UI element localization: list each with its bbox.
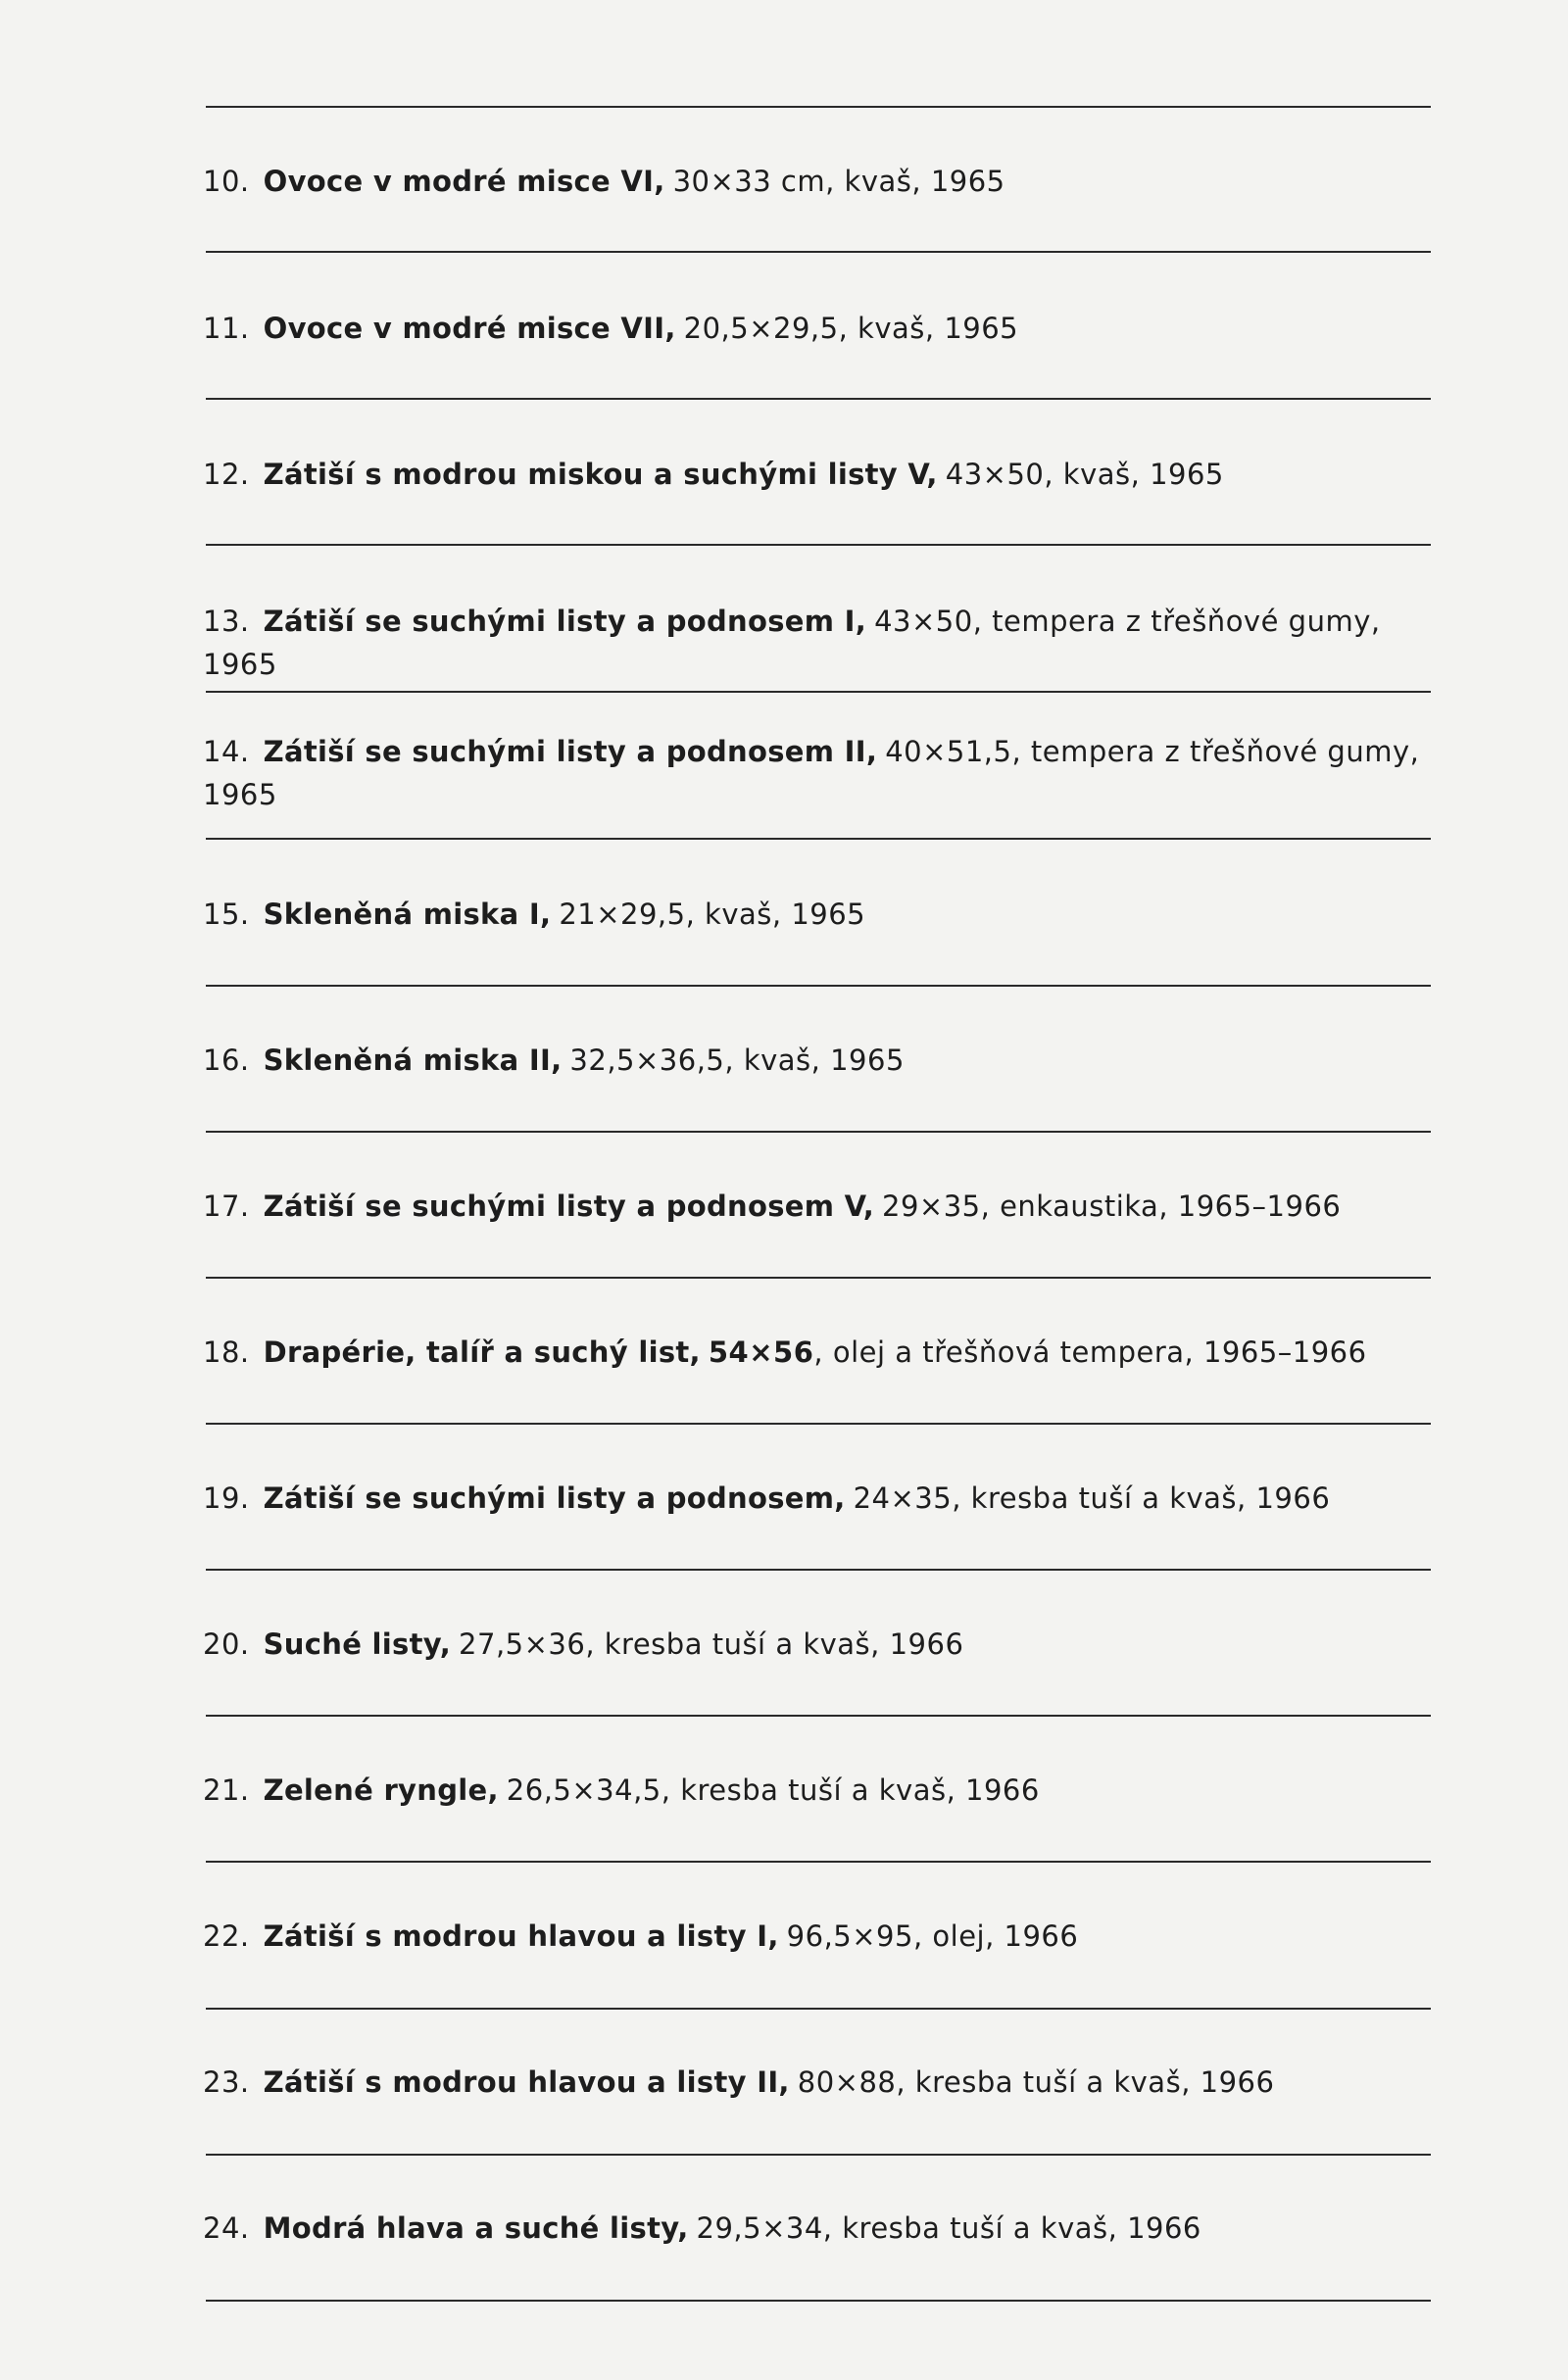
catalogue-entry-17: 17. Zátiší se suchými listy a podnosem V , 29×35, enkaustika, 1965–1966 <box>203 1185 1438 1228</box>
entry-dimensions: 54×56 <box>708 1336 814 1369</box>
divider <box>206 1569 1431 1571</box>
entry-number: 11. <box>203 312 250 345</box>
entry-medium: olej <box>932 1919 986 1953</box>
catalogue-entry-18: 18. Drapérie, talíř a suchý list , 54×56, olej a třešňová tempera, 1965–1966 <box>203 1331 1438 1374</box>
entry-title: Zelené ryngle , <box>264 1773 499 1807</box>
entry-dimensions: 96,5×95 <box>786 1919 913 1953</box>
divider <box>206 2300 1431 2302</box>
entry-title: Skleněná miska I , <box>264 898 552 931</box>
entry-number: 13. <box>203 605 250 638</box>
entry-dimensions: 43×50 <box>945 458 1045 491</box>
divider <box>206 544 1431 546</box>
entry-year: 1966 <box>1127 2211 1201 2245</box>
entry-title: Ovoce v modré misce VII , <box>264 312 676 345</box>
entry-year: 1965 <box>791 898 866 931</box>
entry-number: 22. <box>203 1919 250 1953</box>
entry-year: 1965 <box>203 778 277 811</box>
entry-medium: kvaš <box>1062 458 1131 491</box>
entry-number: 23. <box>203 2065 250 2099</box>
entry-number: 14. <box>203 735 250 768</box>
entry-number: 12. <box>203 458 250 491</box>
catalogue-entry-23: 23. Zátiší s modrou hlavou a listy II , 80×88, kresba tuší a kvaš, 1966 <box>203 2061 1438 2104</box>
catalogue-entry-14: 14. Zátiší se suchými listy a podnosem II , 40×51,5, tempera z třešňové gumy, 1965 <box>203 730 1438 816</box>
entry-medium: kvaš <box>743 1044 811 1077</box>
entry-number: 24. <box>203 2211 250 2245</box>
entry-medium: kresba tuší a kvaš <box>680 1773 947 1807</box>
entry-medium: tempera z třešňové gumy <box>1030 735 1410 768</box>
entry-dimensions: 29,5×34 <box>696 2211 823 2245</box>
entry-dimensions: 32,5×36,5 <box>569 1044 725 1077</box>
entry-dimensions: 21×29,5 <box>559 898 686 931</box>
divider <box>206 106 1431 108</box>
divider <box>206 1423 1431 1425</box>
entry-title: Suché listy , <box>264 1627 451 1661</box>
entry-number: 21. <box>203 1773 250 1807</box>
entry-title: Zátiší se suchými listy a podnosem II , <box>264 735 878 768</box>
divider <box>206 1861 1431 1863</box>
entry-medium: kresba tuší a kvaš <box>914 2065 1182 2099</box>
entry-title: Zátiší s modrou hlavou a listy I , <box>264 1919 779 1953</box>
entry-number: 17. <box>203 1190 250 1223</box>
divider <box>206 838 1431 840</box>
entry-medium: kvaš <box>858 312 925 345</box>
entry-title: Zátiší se suchými listy a podnosem I , <box>264 605 866 638</box>
entry-number: 15. <box>203 898 250 931</box>
entry-year: 1965 <box>930 165 1005 198</box>
entry-year: 1966 <box>1200 2065 1275 2099</box>
divider <box>206 2008 1431 2010</box>
entry-medium: kvaš <box>844 165 912 198</box>
entry-title: Zátiší s modrou miskou a suchými listy V , <box>264 458 938 491</box>
entry-dimensions: 29×35 <box>882 1190 981 1223</box>
divider <box>206 251 1431 253</box>
entry-dimensions: 30×33 cm <box>672 165 826 198</box>
entry-medium: enkaustika <box>1000 1190 1159 1223</box>
entry-dimensions: 80×88 <box>797 2065 897 2099</box>
entry-year: 1965 <box>944 312 1019 345</box>
divider <box>206 985 1431 987</box>
entry-dimensions: 26,5×34,5 <box>506 1773 662 1807</box>
entry-title: Zátiší se suchými listy a podnosem V , <box>264 1190 874 1223</box>
entry-dimensions: 43×50 <box>874 605 973 638</box>
catalogue-entry-21: 21. Zelené ryngle , 26,5×34,5, kresba tuší a kvaš, 1966 <box>203 1769 1438 1812</box>
entry-number: 19. <box>203 1481 250 1515</box>
catalogue-entry-13: 13. Zátiší se suchými listy a podnosem I , 43×50, tempera z třešňové gumy, 1965 <box>203 600 1438 686</box>
catalogue-entry-15: 15. Skleněná miska I , 21×29,5, kvaš, 1965 <box>203 893 1438 936</box>
entry-year: 1965 <box>1150 458 1224 491</box>
entry-year: 1965–1966 <box>1202 1336 1367 1369</box>
entry-title: Skleněná miska II , <box>264 1044 563 1077</box>
entry-medium: kvaš <box>705 898 772 931</box>
entry-title: Zátiší se suchými listy a podnosem , <box>264 1481 846 1515</box>
entry-title: Modrá hlava a suché listy , <box>264 2211 689 2245</box>
entry-medium: olej a třešňová tempera <box>832 1336 1185 1369</box>
catalogue-entry-24: 24. Modrá hlava a suché listy , 29,5×34, kresba tuší a kvaš, 1966 <box>203 2207 1438 2250</box>
entry-number: 16. <box>203 1044 250 1077</box>
entry-number: 10. <box>203 165 250 198</box>
entry-title: Drapérie, talíř a suchý list , <box>264 1336 701 1369</box>
entry-title: Ovoce v modré misce VI , <box>264 165 665 198</box>
entry-year: 1966 <box>965 1773 1040 1807</box>
divider <box>206 691 1431 693</box>
entry-medium: kresba tuší a kvaš <box>842 2211 1108 2245</box>
entry-number: 20. <box>203 1627 250 1661</box>
catalogue-entry-20: 20. Suché listy , 27,5×36, kresba tuší a kvaš, 1966 <box>203 1623 1438 1666</box>
entry-year: 1966 <box>1255 1481 1331 1515</box>
divider <box>206 1277 1431 1279</box>
catalogue-entry-11: 11. Ovoce v modré misce VII , 20,5×29,5, kvaš, 1965 <box>203 307 1438 350</box>
entry-dimensions: 20,5×29,5 <box>683 312 839 345</box>
catalogue-entry-22: 22. Zátiší s modrou hlavou a listy I , 96,5×95, olej, 1966 <box>203 1915 1438 1958</box>
entry-dimensions: 40×51,5 <box>885 735 1012 768</box>
catalogue-entry-19: 19. Zátiší se suchými listy a podnosem , 24×35, kresba tuší a kvaš, 1966 <box>203 1477 1438 1520</box>
divider <box>206 1131 1431 1133</box>
entry-title: Zátiší s modrou hlavou a listy II , <box>264 2065 790 2099</box>
entry-year: 1965 <box>203 648 277 681</box>
divider <box>206 398 1431 400</box>
catalogue-entry-10: 10. Ovoce v modré misce VI , 30×33 cm, kvaš, 1965 <box>203 160 1438 203</box>
entry-year: 1966 <box>1004 1919 1079 1953</box>
catalogue-entry-12: 12. Zátiší s modrou miskou a suchými listy V , 43×50, kvaš, 1965 <box>203 453 1438 496</box>
entry-medium: kresba tuší a kvaš <box>604 1627 871 1661</box>
entry-dimensions: 24×35 <box>853 1481 953 1515</box>
catalogue-entry-16: 16. Skleněná miska II , 32,5×36,5, kvaš, 1965 <box>203 1039 1438 1082</box>
entry-number: 18. <box>203 1336 250 1369</box>
entry-year: 1965 <box>830 1044 905 1077</box>
entry-medium: kresba tuší a kvaš <box>970 1481 1238 1515</box>
divider <box>206 2154 1431 2156</box>
divider <box>206 1715 1431 1717</box>
entry-year: 1965–1966 <box>1177 1190 1342 1223</box>
entry-medium: tempera z třešňové gumy <box>992 605 1371 638</box>
entry-dimensions: 27,5×36 <box>459 1627 586 1661</box>
entry-year: 1966 <box>889 1627 964 1661</box>
